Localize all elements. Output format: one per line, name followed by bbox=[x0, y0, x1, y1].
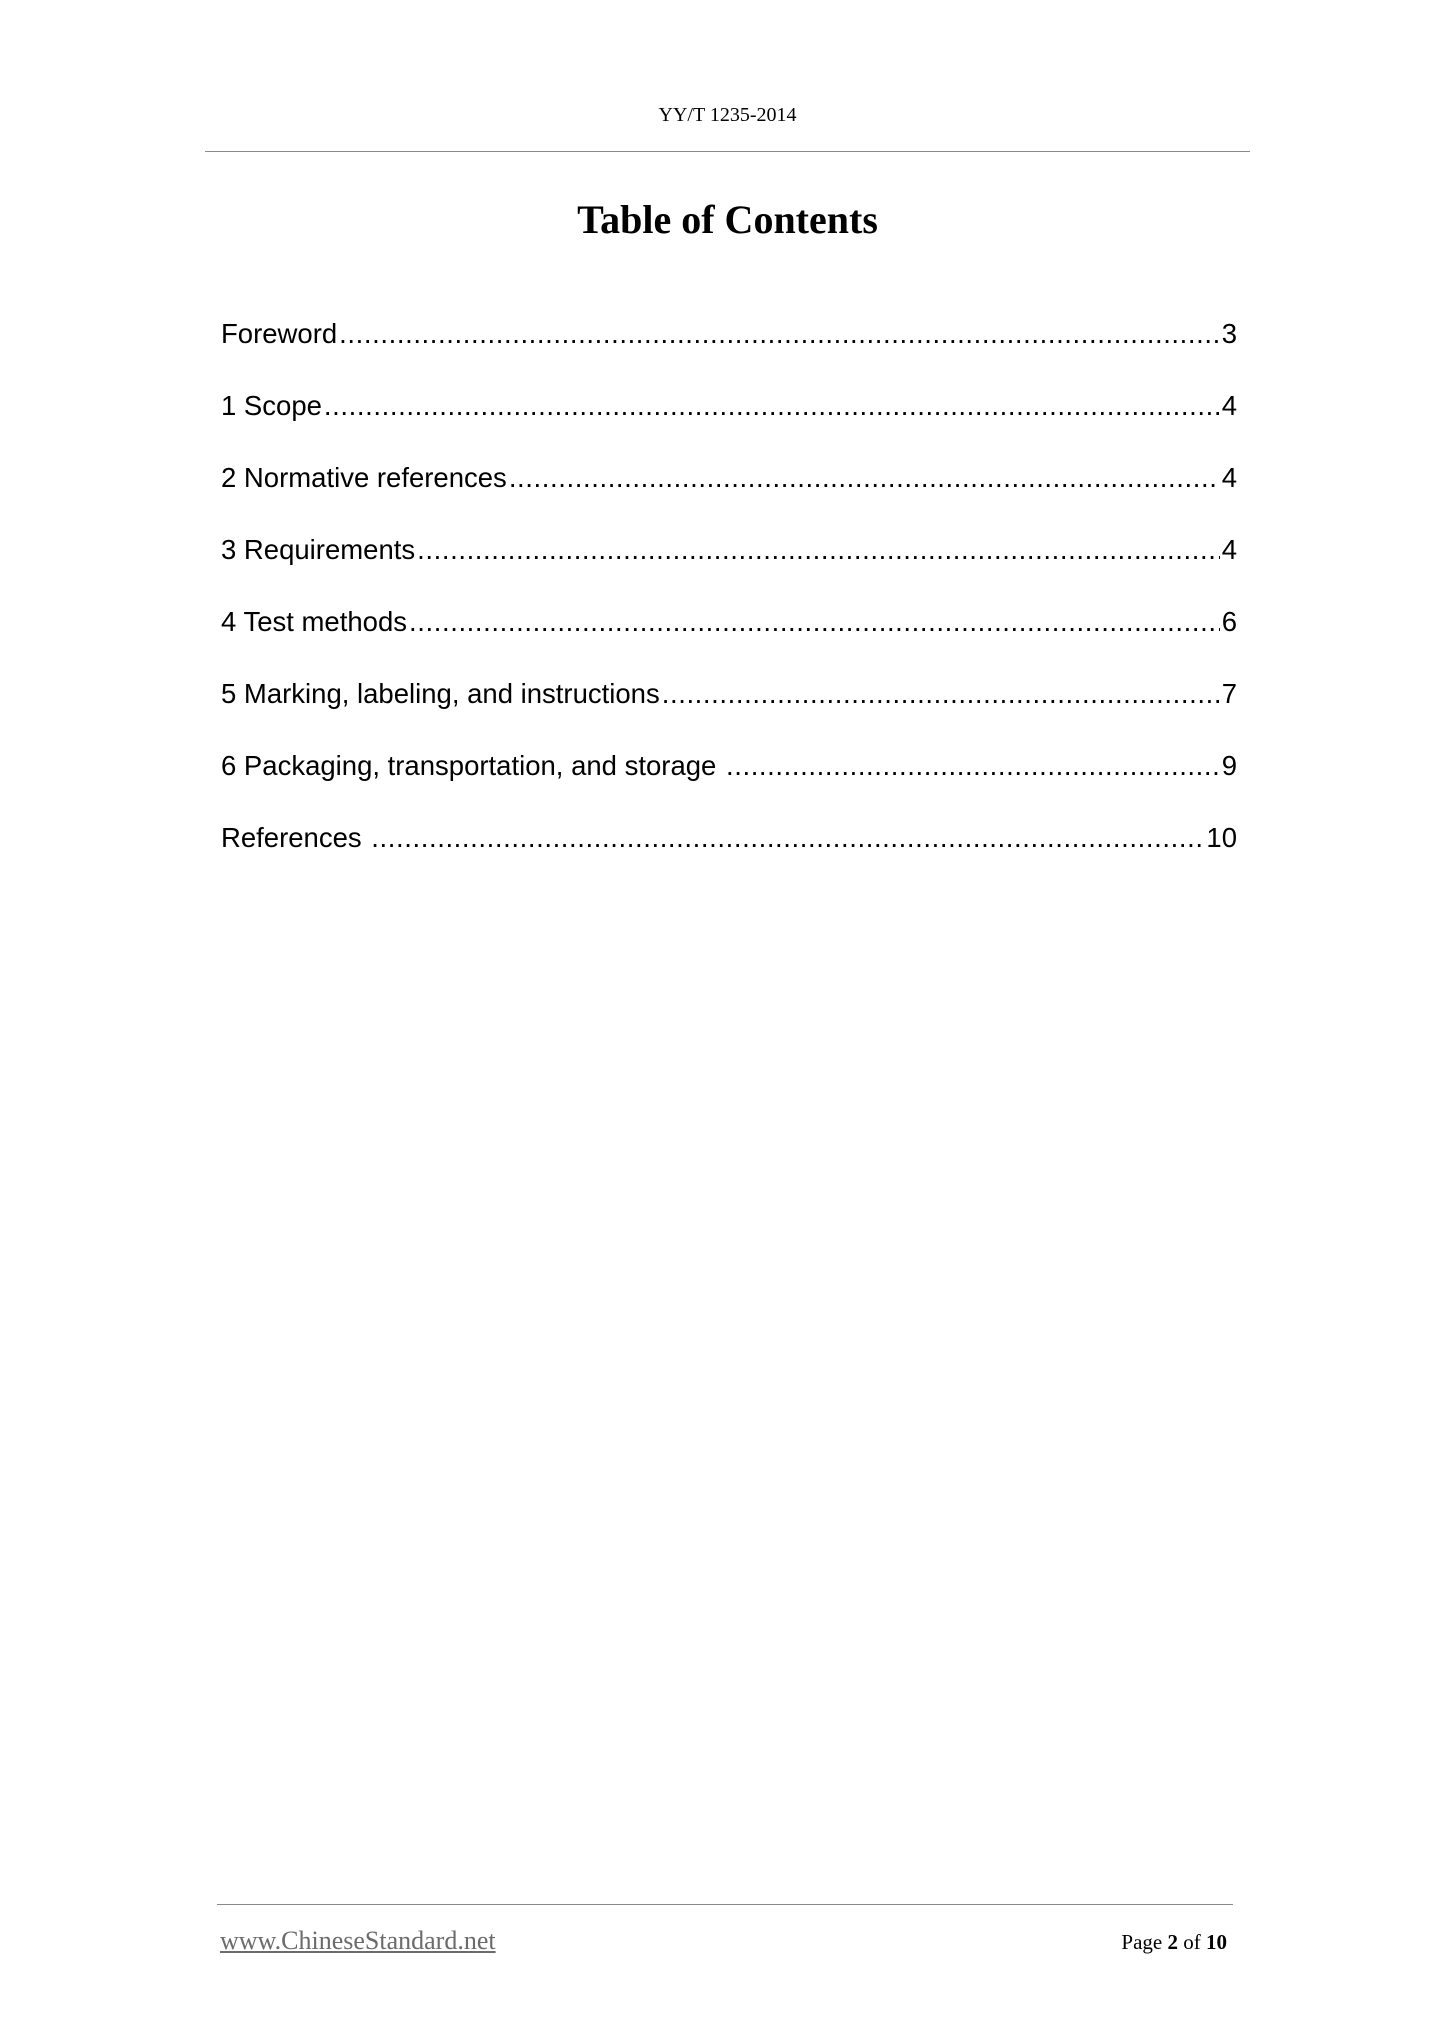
toc-leader-dots bbox=[324, 390, 1220, 422]
toc-entry-label: 3 Requirements bbox=[221, 534, 416, 565]
footer-divider bbox=[217, 1904, 1233, 1905]
toc-entry-label: 4 Test methods bbox=[221, 606, 407, 637]
toc-leader-dots bbox=[509, 462, 1220, 494]
toc-entry-scope[interactable] bbox=[221, 390, 1237, 462]
toc-entry-page: 4 bbox=[1221, 390, 1237, 421]
toc-entry-page: 6 bbox=[1221, 606, 1237, 637]
toc-entry-page: 10 bbox=[1206, 822, 1237, 853]
toc-entry-packaging[interactable] bbox=[221, 750, 1237, 822]
page-total: 10 bbox=[1206, 1930, 1227, 1954]
toc-entry-requirements[interactable] bbox=[221, 534, 1237, 606]
toc-leader-dots bbox=[726, 750, 1220, 782]
toc-entry-label: Foreword bbox=[221, 318, 338, 349]
table-of-contents bbox=[221, 318, 1237, 894]
toc-entry-foreword[interactable] bbox=[221, 318, 1237, 390]
toc-entry-references[interactable] bbox=[221, 822, 1237, 894]
toc-entry-test-methods[interactable] bbox=[221, 606, 1237, 678]
toc-entry-label: 2 Normative references bbox=[221, 462, 507, 493]
toc-entry-label: References bbox=[221, 822, 370, 853]
toc-entry-page: 7 bbox=[1221, 678, 1237, 709]
page-title: Table of Contents bbox=[577, 197, 878, 242]
toc-entry-label: 5 Marking, labeling, and instructions bbox=[221, 678, 660, 709]
website-link[interactable]: www.ChineseStandard.net bbox=[220, 1926, 496, 1955]
toc-leader-dots bbox=[339, 318, 1220, 350]
toc-leader-dots bbox=[409, 606, 1220, 638]
toc-entry-normative-references[interactable] bbox=[221, 462, 1237, 534]
document-code-header: YY/T 1235-2014 bbox=[658, 104, 797, 126]
toc-leader-dots bbox=[371, 822, 1204, 854]
toc-entry-marking-labeling[interactable] bbox=[221, 678, 1237, 750]
toc-entry-page: 4 bbox=[1221, 534, 1237, 565]
toc-entry-page: 3 bbox=[1221, 318, 1237, 349]
toc-leader-dots bbox=[662, 678, 1220, 710]
page-number bbox=[1121, 1930, 1227, 1955]
toc-entry-label: 1 Scope bbox=[221, 390, 322, 421]
toc-entry-label: 6 Packaging, transportation, and storage bbox=[221, 750, 724, 781]
toc-leader-dots bbox=[417, 534, 1220, 566]
page-of: of bbox=[1183, 1930, 1201, 1954]
page-prefix: Page bbox=[1121, 1930, 1163, 1954]
page-current: 2 bbox=[1167, 1930, 1178, 1954]
header-divider bbox=[205, 151, 1250, 152]
toc-entry-page: 4 bbox=[1221, 462, 1237, 493]
toc-entry-page: 9 bbox=[1221, 750, 1237, 781]
